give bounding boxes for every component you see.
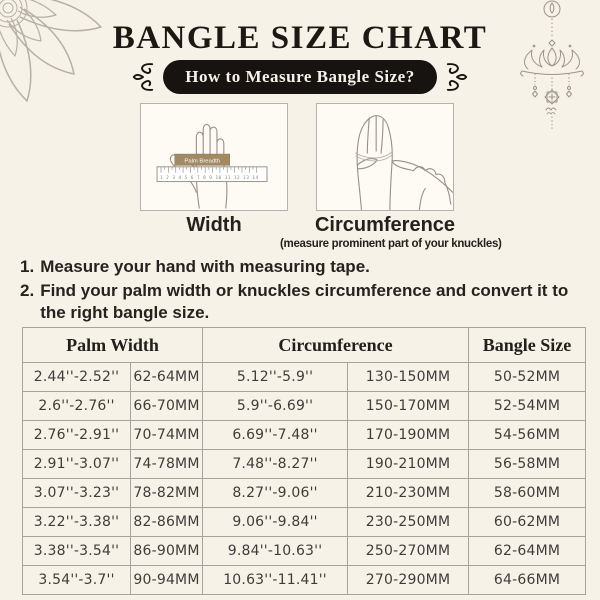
- cell: 270-290MM: [348, 566, 469, 595]
- table-row: [23, 392, 586, 421]
- palm-breadth-label: Palm Breadth: [184, 158, 221, 165]
- table-row: [23, 479, 586, 508]
- cell: 8.27''-9.06'': [203, 479, 348, 508]
- table-row: [23, 537, 586, 566]
- cell: 9.84''-10.63'': [203, 537, 348, 566]
- cell: 52-54MM: [469, 392, 586, 421]
- circumference-caption-text: Circumference: [314, 214, 456, 236]
- cell: 230-250MM: [348, 508, 469, 537]
- table-row: [23, 363, 586, 392]
- table-row: [23, 450, 586, 479]
- how-to-measure-banner: [0, 58, 600, 96]
- cell: 170-190MM: [348, 421, 469, 450]
- width-diagram-box: [140, 103, 288, 211]
- flourish-left-icon: [132, 61, 154, 93]
- cell: 50-52MM: [469, 363, 586, 392]
- cell: 86-90MM: [131, 537, 203, 566]
- cell: 2.6''-2.76'': [23, 392, 131, 421]
- table-row: [23, 508, 586, 537]
- header-palm-width: Palm Width: [23, 328, 203, 363]
- cell: 2.76''-2.91'': [23, 421, 131, 450]
- cell: 60-62MM: [469, 508, 586, 537]
- cell: 66-70MM: [131, 392, 203, 421]
- cell: 70-74MM: [131, 421, 203, 450]
- cell: 56-58MM: [469, 450, 586, 479]
- cell: 250-270MM: [348, 537, 469, 566]
- cell: 5.9''-6.69'': [203, 392, 348, 421]
- cell: 210-230MM: [348, 479, 469, 508]
- cell: 62-64MM: [131, 363, 203, 392]
- cell: 2.91''-3.07'': [23, 450, 131, 479]
- cell: 82-86MM: [131, 508, 203, 537]
- cell: 190-210MM: [348, 450, 469, 479]
- cell: 54-56MM: [469, 421, 586, 450]
- cell: 5.12''-5.9'': [203, 363, 348, 392]
- cell: 150-170MM: [348, 392, 469, 421]
- instruction-2: [20, 280, 586, 323]
- circumference-diagram-box: [316, 103, 454, 211]
- cell: 3.54''-3.7'': [23, 566, 131, 595]
- cell: 6.69''-7.48'': [203, 421, 348, 450]
- circumference-subcaption: (measure prominent part of your knuckles): [280, 238, 502, 250]
- cell: 58-60MM: [469, 479, 586, 508]
- cell: 2.44''-2.52'': [23, 363, 131, 392]
- cell: 130-150MM: [348, 363, 469, 392]
- width-caption: Width: [186, 214, 242, 236]
- instruction-1-number: 1.: [20, 257, 35, 276]
- cell: 9.06''-9.84'': [203, 508, 348, 537]
- size-conversion-table: [22, 327, 586, 595]
- ruler-numbers: 1 2 3 4 5 6 7 8 9 10 11 12 13 14: [160, 176, 259, 182]
- hand-circumference-illustration-icon: [317, 104, 453, 210]
- table-row: [23, 421, 586, 450]
- circumference-caption: [280, 214, 502, 250]
- cell: 74-78MM: [131, 450, 203, 479]
- instruction-2-number: 2.: [20, 281, 35, 301]
- cell: 10.63''-11.41'': [203, 566, 348, 595]
- cell: 90-94MM: [131, 566, 203, 595]
- header-circumference: Circumference: [203, 328, 469, 363]
- cell: 7.48''-8.27'': [203, 450, 348, 479]
- cell: 3.22''-3.38'': [23, 508, 131, 537]
- hand-width-illustration-icon: [141, 104, 287, 210]
- page-title: BANGLE SIZE CHART: [112, 20, 488, 56]
- cell: 62-64MM: [469, 537, 586, 566]
- header-bangle-size: Bangle Size: [469, 328, 586, 363]
- table-row: [23, 566, 586, 595]
- instruction-2-text: Find your palm width or knuckles circumference and convert it to the right bangle size.: [40, 281, 569, 322]
- instructions-list: [20, 256, 586, 326]
- cell: 78-82MM: [131, 479, 203, 508]
- flourish-right-icon: [446, 61, 468, 93]
- instruction-1: [20, 256, 586, 277]
- cell: 64-66MM: [469, 566, 586, 595]
- instruction-1-text: Measure your hand with measuring tape.: [40, 257, 370, 276]
- banner-label: How to Measure Bangle Size?: [163, 60, 436, 94]
- cell: 3.38''-3.54'': [23, 537, 131, 566]
- table-header-row: [23, 328, 586, 363]
- cell: 3.07''-3.23'': [23, 479, 131, 508]
